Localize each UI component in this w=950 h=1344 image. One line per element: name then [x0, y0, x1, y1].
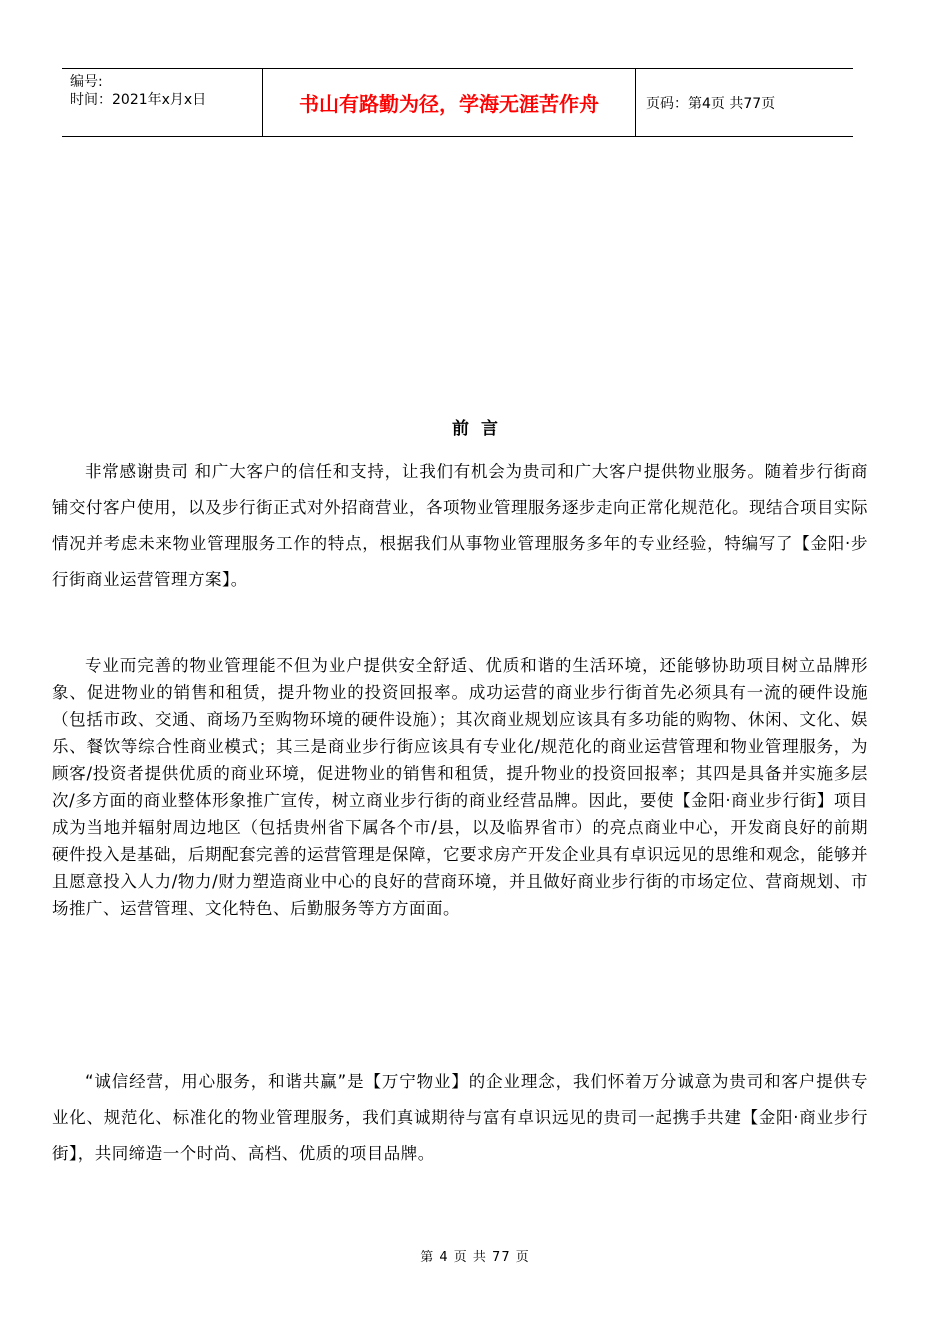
- header-table: [62, 68, 853, 137]
- body-paragraph-1: 非常感谢贵司 和广大客户的信任和支持，让我们有机会为贵司和广大客户提供物业服务。随着步行街商铺交付客户使用，以及步行街正式对外招商营业，各项物业管理服务逐步走向正常化规范化。现结合项目实际情况并考虑未来物业管理服务工作的特点，根据我们从事物业管理服务多年的专业经验，特编写了【金阳·步行街商业运营管理方案】。: [52, 462, 868, 589]
- document-number-label: 编号:: [70, 74, 103, 90]
- document-title: 前言: [452, 419, 510, 439]
- page-footer: 第 4 页 共 77 页: [420, 1250, 530, 1265]
- header-motto: 书山有路勤为径，学海无涯苦作舟: [263, 69, 636, 136]
- body-paragraph-3: “诚信经营，用心服务，和谐共赢”是【万宁物业】的企业理念，我们怀着万分诚意为贵司和客户提供专业化、规范化、标准化的物业管理服务，我们真诚期待与富有卓识远见的贵司一起携手共建【金阳·商业步行街】，共同缔造一个时尚、高档、优质的项目品牌。: [52, 1072, 868, 1163]
- document-time-label: 时间：2021年x月x日: [70, 92, 207, 108]
- header-meta-cell: [62, 69, 263, 136]
- header-page-info: 页码：第4页 共77页: [646, 95, 776, 112]
- body-paragraph-2: 专业而完善的物业管理能不但为业户提供安全舒适、优质和谐的生活环境，还能够协助项目树立品牌形象、促进物业的销售和租赁，提升物业的投资回报率。成功运营的商业步行街首先必须具有一流的硬件设施（包括市政、交通、商场乃至购物环境的硬件设施）；其次商业规划应该具有多功能的购物、休闲、文化、娱乐、餐饮等综合性商业模式；其三是商业步行街应该具有专业化/规范化的商业运营管理和物业管理服务，为顾客/投资者提供优质的商业环境，促进物业的销售和租赁，提升物业的投资回报率；其四是具备并实施多层次/多方面的商业整体形象推广宣传，树立商业步行街的商业经营品牌。因此，要使【金阳·商业步行街】项目成为当地并辐射周边地区（包括贵州省下属各个市/县，以及临界省市）的亮点商业中心，开发商良好的前期硬件投入是基础，后期配套完善的运营管理是保障，它要求房产开发企业具有卓识远见的思维和观念，能够并且愿意投入人力/物力/财力塑造商业中心的良好的营商环境，并且做好商业步行街的市场定位、营商规划、市场推广、运营管理、文化特色、后勤服务等方方面面。: [52, 656, 868, 918]
